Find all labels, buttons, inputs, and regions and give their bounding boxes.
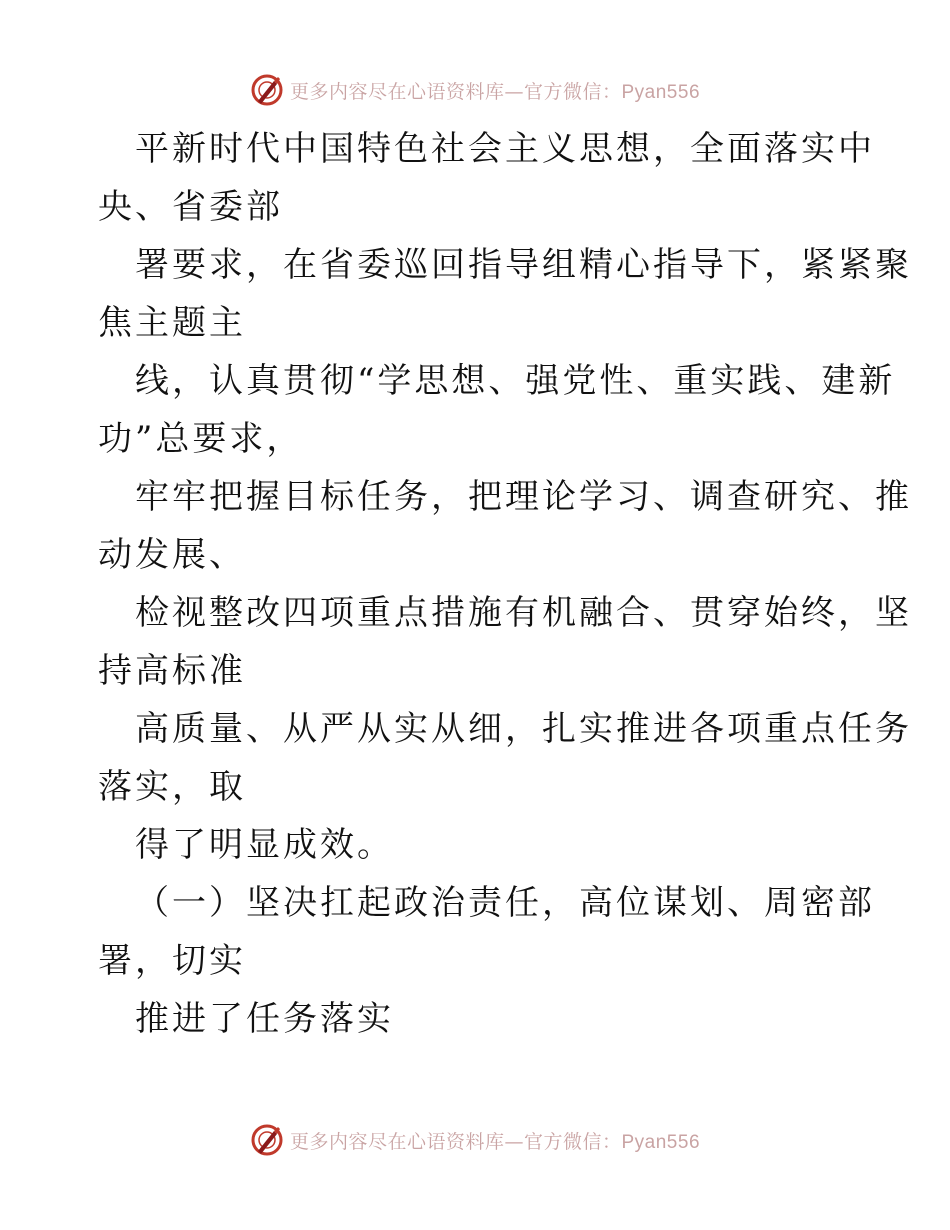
watermark-main: 更多内容尽在心语资料库	[289, 1130, 505, 1153]
pen-logo-icon	[250, 73, 284, 107]
text-line: 央、省委部	[98, 187, 283, 227]
text-line: 焦主题主	[98, 303, 246, 343]
text-line: 持高标准	[98, 651, 246, 691]
text-line: 高质量、从严从实从细，扎实推进各项重点任务	[135, 709, 912, 749]
text-line: 落实，取	[98, 767, 246, 807]
text-line: 推进了任务落实	[135, 999, 394, 1039]
text-line: 牢牢把握目标任务，把理论学习、调查研究、推	[135, 477, 912, 517]
watermark-header	[0, 70, 950, 110]
text-line: 署要求，在省委巡回指导组精心指导下，紧紧聚	[135, 245, 912, 285]
pen-logo-icon	[250, 1123, 284, 1157]
watermark-contact-id: Pyan556	[621, 81, 701, 103]
text-line: 检视整改四项重点措施有机融合、贯穿始终，坚	[135, 593, 912, 633]
text-line: 动发展、	[98, 535, 246, 575]
watermark-text	[290, 77, 700, 104]
text-line: 署，切实	[98, 941, 246, 981]
text-line: 得了明显成效。	[135, 825, 394, 865]
document-body	[98, 120, 912, 1048]
text-line: 平新时代中国特色社会主义思想，全面落实中	[135, 129, 875, 169]
watermark-text	[290, 1127, 700, 1154]
text-line: 功”总要求，	[98, 419, 304, 459]
watermark-main: 更多内容尽在心语资料库	[289, 80, 505, 103]
watermark-contact-id: Pyan556	[621, 1131, 701, 1153]
watermark-footer	[0, 1120, 950, 1160]
text-line: 线，认真贯彻“学思想、强党性、重实践、建新	[135, 361, 896, 401]
text-line: （一）坚决扛起政治责任，高位谋划、周密部	[135, 883, 875, 923]
watermark-dash: —	[504, 1130, 524, 1153]
watermark-contact-prefix: 官方微信：	[523, 1130, 622, 1153]
watermark-dash: —	[504, 80, 524, 103]
watermark-contact-prefix: 官方微信：	[523, 80, 622, 103]
